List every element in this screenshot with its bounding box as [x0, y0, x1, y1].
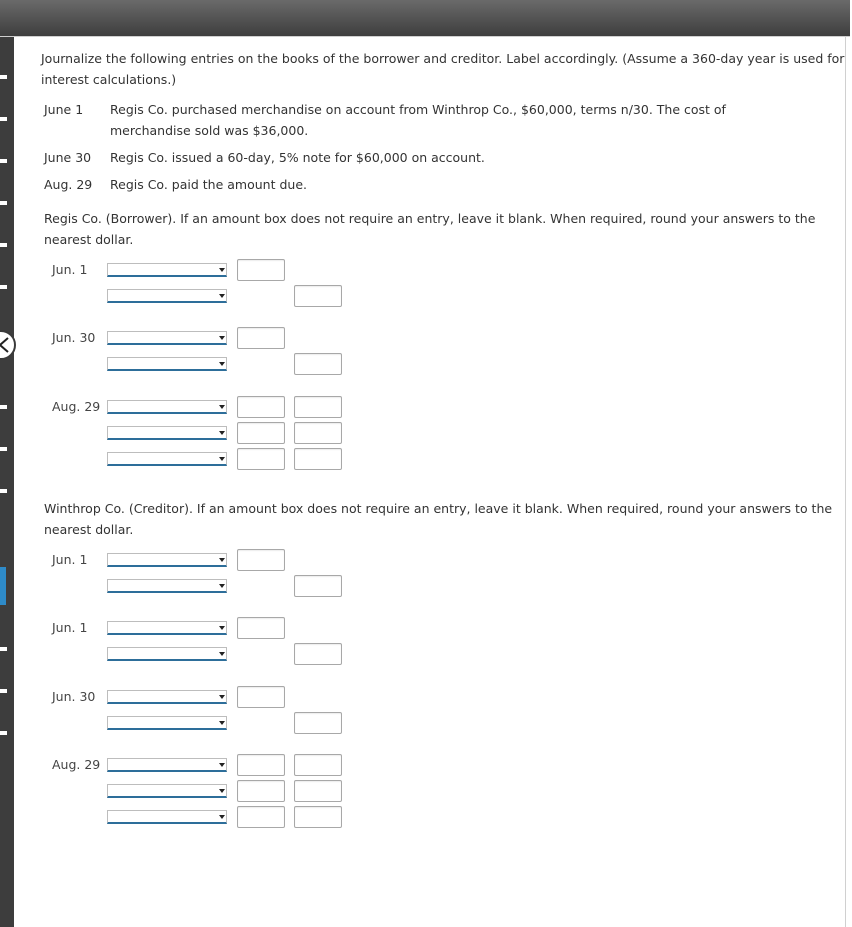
credit-amount-input[interactable]: [294, 285, 342, 307]
account-dropdown[interactable]: [107, 690, 227, 704]
credit-amount-input[interactable]: [294, 806, 342, 828]
caret-down-icon: [219, 584, 225, 588]
account-dropdown[interactable]: [107, 452, 227, 466]
credit-amount-input[interactable]: [294, 780, 342, 802]
rail-tick: [0, 285, 7, 289]
account-dropdown[interactable]: [107, 400, 227, 414]
content-right-border: [845, 37, 846, 927]
account-dropdown[interactable]: [107, 784, 227, 798]
credit-amount-input[interactable]: [294, 422, 342, 444]
debit-amount-input[interactable]: [237, 617, 285, 639]
debit-amount-input[interactable]: [237, 396, 285, 418]
debit-amount-input[interactable]: [237, 754, 285, 776]
rail-tick: [0, 405, 7, 409]
caret-down-icon: [219, 431, 225, 435]
caret-down-icon: [219, 763, 225, 767]
caret-down-icon: [219, 626, 225, 630]
account-dropdown[interactable]: [107, 426, 227, 440]
debit-amount-input[interactable]: [237, 686, 285, 708]
caret-down-icon: [219, 294, 225, 298]
caret-down-icon: [219, 336, 225, 340]
debit-amount-input[interactable]: [237, 327, 285, 349]
transaction-text: Regis Co. issued a 60-day, 5% note for $60,000 on account.: [110, 150, 485, 165]
left-navigation-rail: [0, 37, 14, 927]
credit-amount-input[interactable]: [294, 353, 342, 375]
debit-amount-input[interactable]: [237, 780, 285, 802]
account-dropdown[interactable]: [107, 579, 227, 593]
instructions-line-2: interest calculations.): [41, 72, 177, 87]
debit-amount-input[interactable]: [237, 448, 285, 470]
rail-tick: [0, 489, 7, 493]
creditor-heading-cont: nearest dollar.: [44, 522, 134, 537]
credit-amount-input[interactable]: [294, 712, 342, 734]
account-dropdown[interactable]: [107, 357, 227, 371]
account-dropdown[interactable]: [107, 758, 227, 772]
account-dropdown[interactable]: [107, 553, 227, 567]
transaction-date: Aug. 29: [44, 177, 93, 192]
debit-amount-input[interactable]: [237, 549, 285, 571]
rail-tick: [0, 159, 7, 163]
caret-down-icon: [219, 721, 225, 725]
caret-down-icon: [219, 815, 225, 819]
transaction-text: Regis Co. purchased merchandise on account from Winthrop Co., $60,000, terms n/30. The cost of: [110, 102, 726, 117]
caret-down-icon: [219, 405, 225, 409]
creditor-heading: Winthrop Co. (Creditor). If an amount box does not require an entry, leave it blank. When required, round your answers to the: [44, 501, 833, 516]
transaction-text: Regis Co. paid the amount due.: [110, 177, 307, 192]
account-dropdown[interactable]: [107, 289, 227, 303]
account-dropdown[interactable]: [107, 810, 227, 824]
credit-amount-input[interactable]: [294, 754, 342, 776]
top-bar: [0, 0, 850, 37]
chevron-left-icon: [0, 337, 10, 353]
rail-active-indicator: [0, 567, 6, 605]
transaction-date: June 30: [44, 150, 92, 165]
entry-date-label: Jun. 1: [52, 552, 88, 567]
borrower-heading: Regis Co. (Borrower). If an amount box does not require an entry, leave it blank. When required, round your answers to the: [44, 211, 816, 226]
account-dropdown[interactable]: [107, 621, 227, 635]
entry-date-label: Jun. 1: [52, 262, 88, 277]
entry-date-label: Jun. 30: [52, 330, 96, 345]
caret-down-icon: [219, 558, 225, 562]
rail-tick: [0, 75, 7, 79]
rail-tick: [0, 117, 7, 121]
caret-down-icon: [219, 457, 225, 461]
account-dropdown[interactable]: [107, 647, 227, 661]
rail-tick: [0, 243, 7, 247]
caret-down-icon: [219, 362, 225, 366]
account-dropdown[interactable]: [107, 263, 227, 277]
credit-amount-input[interactable]: [294, 575, 342, 597]
rail-tick: [0, 201, 7, 205]
credit-amount-input[interactable]: [294, 396, 342, 418]
entry-date-label: Aug. 29: [52, 757, 101, 772]
rail-tick: [0, 731, 7, 735]
caret-down-icon: [219, 268, 225, 272]
entry-date-label: Jun. 30: [52, 689, 96, 704]
transaction-text: merchandise sold was $36,000.: [110, 123, 309, 138]
rail-tick: [0, 447, 7, 451]
credit-amount-input[interactable]: [294, 448, 342, 470]
debit-amount-input[interactable]: [237, 259, 285, 281]
entry-date-label: Aug. 29: [52, 399, 101, 414]
caret-down-icon: [219, 789, 225, 793]
caret-down-icon: [219, 695, 225, 699]
instructions-line-1: Journalize the following entries on the books of the borrower and creditor. Label accordingly. (Assume a 360-day year is used for: [41, 51, 845, 66]
account-dropdown[interactable]: [107, 716, 227, 730]
caret-down-icon: [219, 652, 225, 656]
transaction-date: June 1: [44, 102, 84, 117]
borrower-heading-cont: nearest dollar.: [44, 232, 134, 247]
debit-amount-input[interactable]: [237, 422, 285, 444]
entry-date-label: Jun. 1: [52, 620, 88, 635]
rail-tick: [0, 689, 7, 693]
rail-tick: [0, 647, 7, 651]
credit-amount-input[interactable]: [294, 643, 342, 665]
account-dropdown[interactable]: [107, 331, 227, 345]
debit-amount-input[interactable]: [237, 806, 285, 828]
